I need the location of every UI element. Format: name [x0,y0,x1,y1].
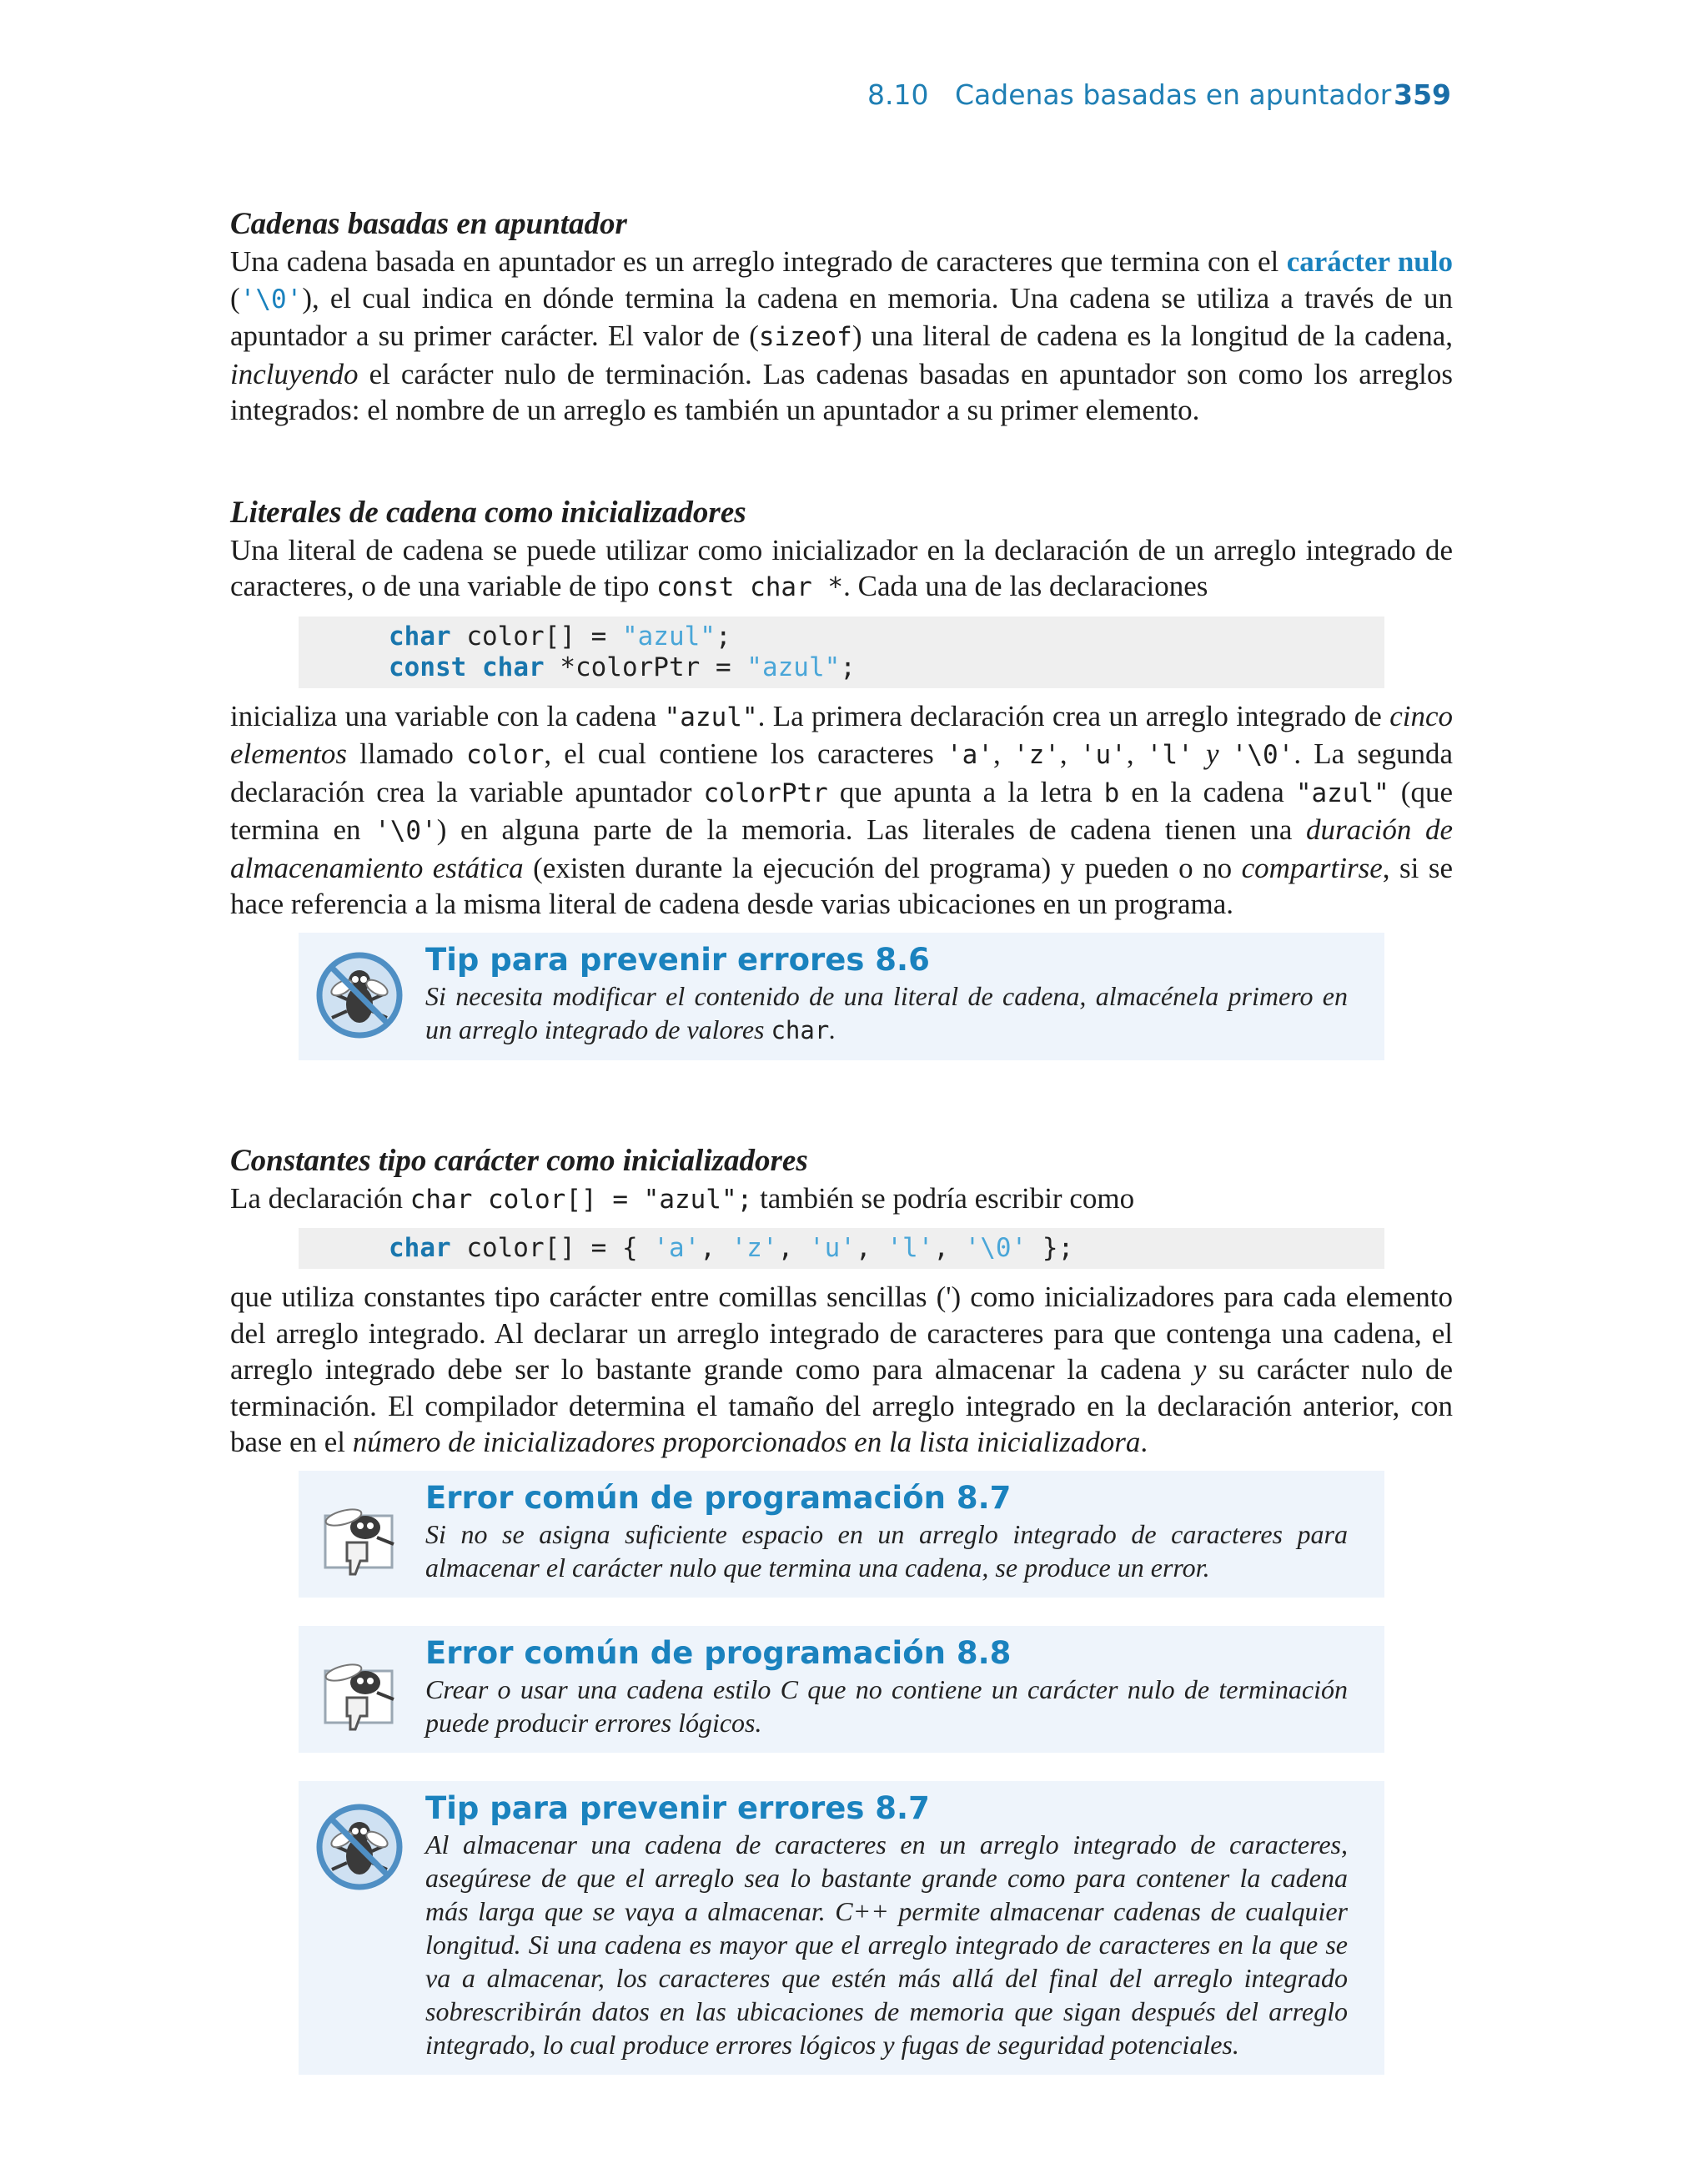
page-number: 359 [1394,78,1451,111]
code-inline: 'a' [946,740,993,770]
code-text: , [933,1233,965,1263]
error-title: Error común de programación 8.7 [425,1479,1012,1516]
code-string: 'l' [887,1233,934,1263]
text-run: , [1126,737,1147,770]
code-string: "azul" [746,652,841,682]
section-title: Cadenas basadas en apuntador [955,78,1392,111]
text-run: , el cual contiene los caracteres [544,737,947,770]
code-inline: "azul" [664,702,758,732]
error-title: Error común de programación 8.8 [425,1634,1012,1671]
text-run: ) en alguna parte de la memoria. Las literales de cadena tienen una [436,813,1307,846]
emphasis: compartirse [1241,851,1383,884]
text-run: , si se hace referencia a la misma literal de cadena desde varias ubicaciones en un programa. [230,851,1453,920]
code-text: , [777,1233,809,1263]
bug-prevention-icon [314,1801,405,1893]
key-term-caracter-nulo: carácter nulo [1286,245,1453,278]
code-text: color[] = { [450,1233,654,1263]
paragraph-constantes-intro [230,1180,1453,1219]
emphasis: número de inicializadores proporcionados en la lista inicializadora [352,1426,1141,1458]
code-text: }; [1027,1233,1074,1263]
error-body: Crear o usar una cadena estilo C que no contiene un carácter nulo de terminación puede producir errores lógicos. [425,1673,1348,1738]
section-number: 8.10 [867,78,929,111]
text-run: inicializa una variable con la cadena [230,699,665,732]
text-run: en la cadena [1119,775,1296,808]
code-line-2 [389,652,1384,683]
emphasis: cinco elementos [230,699,1453,770]
error-box-8-8 [299,1626,1384,1753]
emphasis: y [1193,737,1232,770]
code-inline: 'z' [1012,740,1060,770]
code-keyword: char [482,652,545,682]
bug-thumbs-down-icon [314,1648,405,1739]
text-run: el carácter nulo de terminación. Las cadenas basadas en apuntador son como los arreglos integrados: el nombre de un arreglo es también un apuntador a su primer elemento. [230,357,1453,426]
text-run: . La segunda declaración crea la variable apuntador [230,737,1454,808]
heading-cadenas-apuntador: Cadenas basadas en apuntador [230,207,627,241]
tip-box-8-7 [299,1781,1384,2075]
emphasis: duración de almacenamiento estática [230,813,1453,884]
tip-body [425,979,1348,1047]
code-inline: char [771,1015,830,1044]
tip-title: Tip para prevenir errores 8.6 [425,941,930,978]
emphasis: y [1193,1353,1207,1386]
running-header [867,78,1451,120]
text-run: ( [230,281,240,315]
text-run: . Cada una de las declaraciones [843,570,1208,602]
code-text: *colorPtr = [544,652,747,682]
text-run: ) una literal de cadena es la longitud de la cadena, [851,320,1453,352]
code-text: color[] = [450,621,622,652]
text-run: que utiliza constantes tipo carácter entre comillas sencillas (') como inicializadores para cada elemento del arreglo integrado. Al declarar un arreglo integrado de caracteres para que contenga una cadena, el arreglo integrado debe ser lo bastante grande como para almacenar la cadena [230,1281,1453,1386]
code-inline: 'l' [1146,740,1193,770]
code-keyword: char [389,1233,451,1263]
code-text: ; [840,652,856,682]
code-inline: '\0' [1231,740,1294,770]
page-body [230,205,1453,2075]
code-null-char: '\0' [239,284,303,315]
text-run: ), el cual indica en dónde termina la cadena en memoria. Una cadena se utiliza a través de un apuntador a su primer carácter. El valor de ( [230,281,1453,352]
text-run: que apunta a la letra [827,775,1104,808]
code-text: , [700,1233,731,1263]
text-run: (que termina en [230,775,1453,846]
code-keyword: const [389,652,467,682]
tip-body: Al almacenar una cadena de caracteres en un arreglo integrado de caracteres, asegúrese de que el arreglo sea lo bastante grande como para contener la cadena más larga que se vaya a almacenar. C++ permite almacenar cadenas de cualquier longitud. Si una cadena es mayor que el arreglo integrado de caracteres en la que se va a almacenar, los caracteres que estén más allá del final del arreglo integrado sobrescribirán datos en las ubicaciones de memoria que sigan después del arreglo integrado, lo cual produce errores lógicos y fugas de seguridad potenciales. [425,1829,1348,2060]
code-block-char-array [299,1228,1384,1269]
code-inline: colorPtr [703,777,828,808]
text-run: Si necesita modificar el contenido de una literal de cadena, almacénela primero en un arreglo integrado de valores [425,980,1348,1044]
text-run: La declaración [230,1181,410,1215]
code-sizeof: sizeof [758,322,852,352]
bug-prevention-icon [314,949,405,1041]
code-string: '\0' [964,1233,1027,1263]
text-run: (existen durante la ejecución del programa) y pueden o no [523,851,1242,884]
code-inline: '\0' [374,816,437,846]
code-inline: 'u' [1079,740,1127,770]
paragraph-cadenas-apuntador [230,244,1453,429]
heading-constantes-caracter: Constantes tipo carácter como inicializadores [230,1143,808,1178]
code-line-1 [389,621,1384,652]
code-block-declarations [299,616,1384,688]
code-string: 'z' [731,1233,778,1263]
text-run: Una literal de cadena se puede utilizar como inicializador en la declaración de un arreglo integrado de caracteres, o de una variable de tipo [230,533,1453,602]
code-inline: "azul" [1295,777,1389,808]
code-inline: b [1103,777,1120,808]
code-line-1 [389,1233,1384,1264]
text-run: . La primera declaración crea un arreglo integrado de [757,699,1390,732]
code-string: 'u' [808,1233,856,1263]
text-run: también se podría escribir como [752,1181,1135,1215]
code-text: , [855,1233,887,1263]
text-run: , [992,737,1013,770]
error-body: Si no se asigna suficiente espacio en un arreglo integrado de caracteres para almacenar el carácter nulo que termina una cadena, se produce un error. [425,1518,1348,1583]
code-const-char-ptr: const char * [656,572,844,602]
paragraph-constantes-detail [230,1279,1453,1461]
emphasis-incluyendo: incluyendo [230,357,359,390]
text-run: llamado [346,737,467,770]
code-keyword: char [389,621,451,652]
paragraph-literales-detail [230,698,1453,923]
code-inline: color [466,740,545,770]
code-inline: char color[] = "azul"; [409,1184,753,1215]
text-run: su carácter nulo de terminación. El compilador determina el tamaño del arreglo integrado en la declaración anterior, con base en el [230,1353,1454,1458]
text-run: Una cadena basada en apuntador es un arreglo integrado de caracteres que termina con el [230,245,1287,278]
text-run: . [829,1014,836,1044]
code-text: ; [715,621,731,652]
code-string: 'a' [653,1233,701,1263]
tip-box-8-6 [299,933,1384,1060]
bug-thumbs-down-icon [314,1492,405,1584]
error-box-8-7 [299,1471,1384,1598]
tip-title: Tip para prevenir errores 8.7 [425,1789,930,1826]
text-run: , [1059,737,1080,770]
code-string: "azul" [621,621,716,652]
paragraph-literales-intro [230,532,1453,606]
heading-literales-cadena: Literales de cadena como inicializadores [230,495,746,530]
text-run: . [1140,1426,1148,1458]
